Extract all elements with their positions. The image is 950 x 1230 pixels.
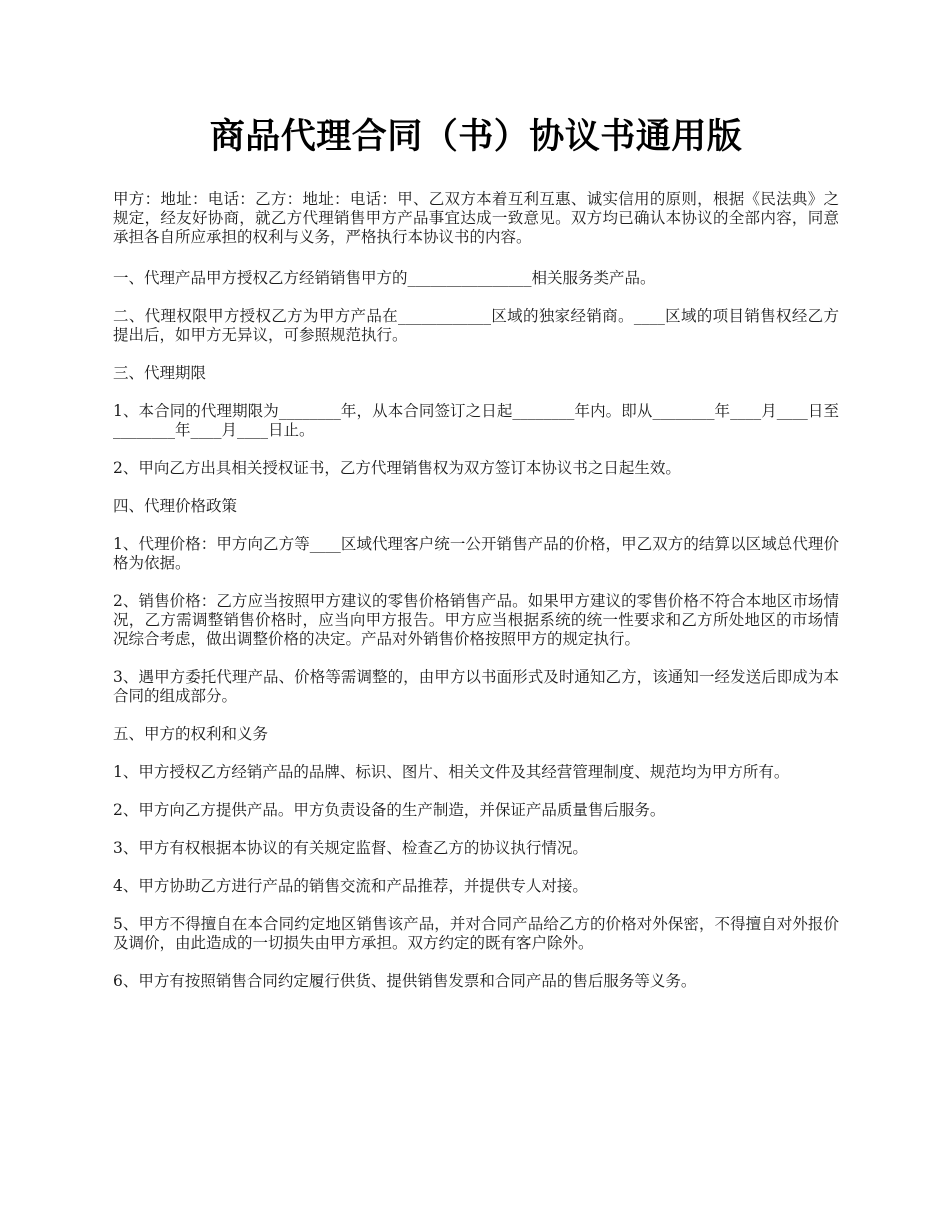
clause-4-1: 1、代理价格：甲方向乙方等____区域代理客户统一公开销售产品的价格，甲乙双方的结算以区域总代理价格为依据。	[113, 535, 839, 572]
clause-5-1: 1、甲方授权乙方经销产品的品牌、标识、图片、相关文件及其经营管理制度、规范均为甲方所有。	[113, 763, 790, 781]
section-2-agency-authority: 二、代理权限甲方授权乙方为甲方产品在____________区域的独家经销商。____区域的项目销售权经乙方提出后，如甲方无异议，可参照规范执行。	[113, 307, 839, 344]
clause-4-3: 3、遇甲方委托代理产品、价格等需调整的，由甲方以书面形式及时通知乙方，该通知一经发送后即成为本合同的组成部分。	[113, 668, 839, 705]
clause-5-6: 6、甲方有按照销售合同约定履行供货、提供销售发票和合同产品的售后服务等义务。	[113, 972, 697, 990]
section-1-agency-products: 一、代理产品甲方授权乙方经销销售甲方的________________相关服务类产品。	[113, 269, 656, 287]
section-4-heading: 四、代理价格政策	[113, 497, 238, 515]
clause-5-4: 4、甲方协助乙方进行产品的销售交流和产品推荐，并提供专人对接。	[113, 877, 588, 895]
clause-5-5: 5、甲方不得擅自在本合同约定地区销售该产品，并对合同产品给乙方的价格对外保密，不得擅自对外报价及调价，由此造成的一切损失由甲方承担。双方约定的既有客户除外。	[113, 915, 839, 952]
clause-5-2: 2、甲方向乙方提供产品。甲方负责设备的生产制造，并保证产品质量售后服务。	[113, 801, 666, 819]
clause-3-1: 1、本合同的代理期限为________年，从本合同签订之日起________年内。即从________年____月____日至________年____月____日止。	[113, 402, 839, 439]
section-3-heading: 三、代理期限	[113, 364, 207, 382]
clause-3-2: 2、甲向乙方出具相关授权证书，乙方代理销售权为双方签订本协议书之日起生效。	[113, 459, 681, 477]
document-title: 商品代理合同（书）协议书通用版	[209, 116, 743, 157]
section-5-heading: 五、甲方的权利和义务	[113, 725, 269, 743]
preamble-paragraph: 甲方：地址：电话：乙方：地址：电话：甲、乙双方本着互利互惠、诚实信用的原则，根据《民法典》之规定，经友好协商，就乙方代理销售甲方产品事宜达成一致意见。双方均已确认本协议的全部内容，同意承担各自所应承担的权利与义务，严格执行本协议书的内容。	[113, 190, 839, 246]
clause-5-3: 3、甲方有权根据本协议的有关规定监督、检查乙方的协议执行情况。	[113, 839, 588, 857]
clause-4-2: 2、销售价格：乙方应当按照甲方建议的零售价格销售产品。如果甲方建议的零售价格不符合本地区市场情况，乙方需调整销售价格时，应当向甲方报告。甲方应当根据系统的统一性要求和乙方所处地区的市场情况综合考虑，做出调整价格的决定。产品对外销售价格按照甲方的规定执行。	[113, 592, 839, 648]
document-page	[113, 112, 839, 1010]
